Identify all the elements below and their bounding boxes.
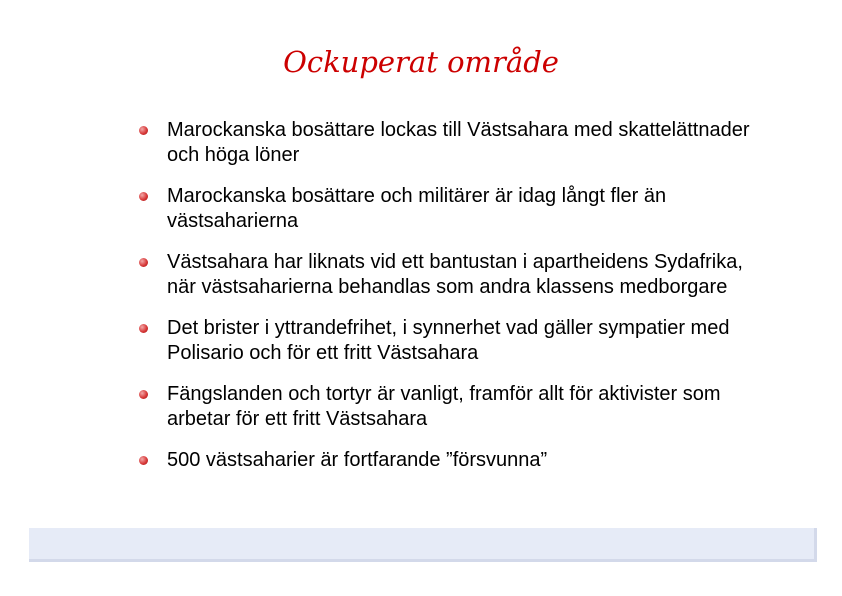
bullet-dot-icon <box>139 324 148 333</box>
bullet-text: Det brister i yttrandefrihet, i synnerhet vad gäller sympatier med Polisario och för ett fritt Västsahara <box>167 317 730 364</box>
bullet-dot-icon <box>139 456 148 465</box>
bullet-item <box>134 118 774 168</box>
bullet-item <box>134 382 774 432</box>
bullet-item <box>134 316 774 366</box>
bullet-text: Marockanska bosättare och militärer är idag långt fler än västsaharierna <box>167 185 667 232</box>
bullet-text: 500 västsaharier är fortfarande ”försvunna” <box>167 449 548 471</box>
bullet-item <box>134 250 774 300</box>
bullet-list <box>134 118 774 489</box>
slide-title: Ockuperat område <box>283 45 559 79</box>
bullet-text: Västsahara har liknats vid ett bantustan i apartheidens Sydafrika, när västsaharierna behandlas som andra klassens medborgare <box>167 251 743 298</box>
bullet-text: Fängslanden och tortyr är vanligt, framför allt för aktivister som arbetar för ett fritt Västsahara <box>167 383 721 430</box>
footer-band <box>29 528 817 562</box>
bullet-dot-icon <box>139 390 148 399</box>
bullet-text: Marockanska bosättare lockas till Västsahara med skattelättnader och höga löner <box>167 119 750 166</box>
bullet-dot-icon <box>139 192 148 201</box>
bullet-dot-icon <box>139 258 148 267</box>
bullet-item <box>134 448 774 473</box>
bullet-item <box>134 184 774 234</box>
bullet-dot-icon <box>139 126 148 135</box>
